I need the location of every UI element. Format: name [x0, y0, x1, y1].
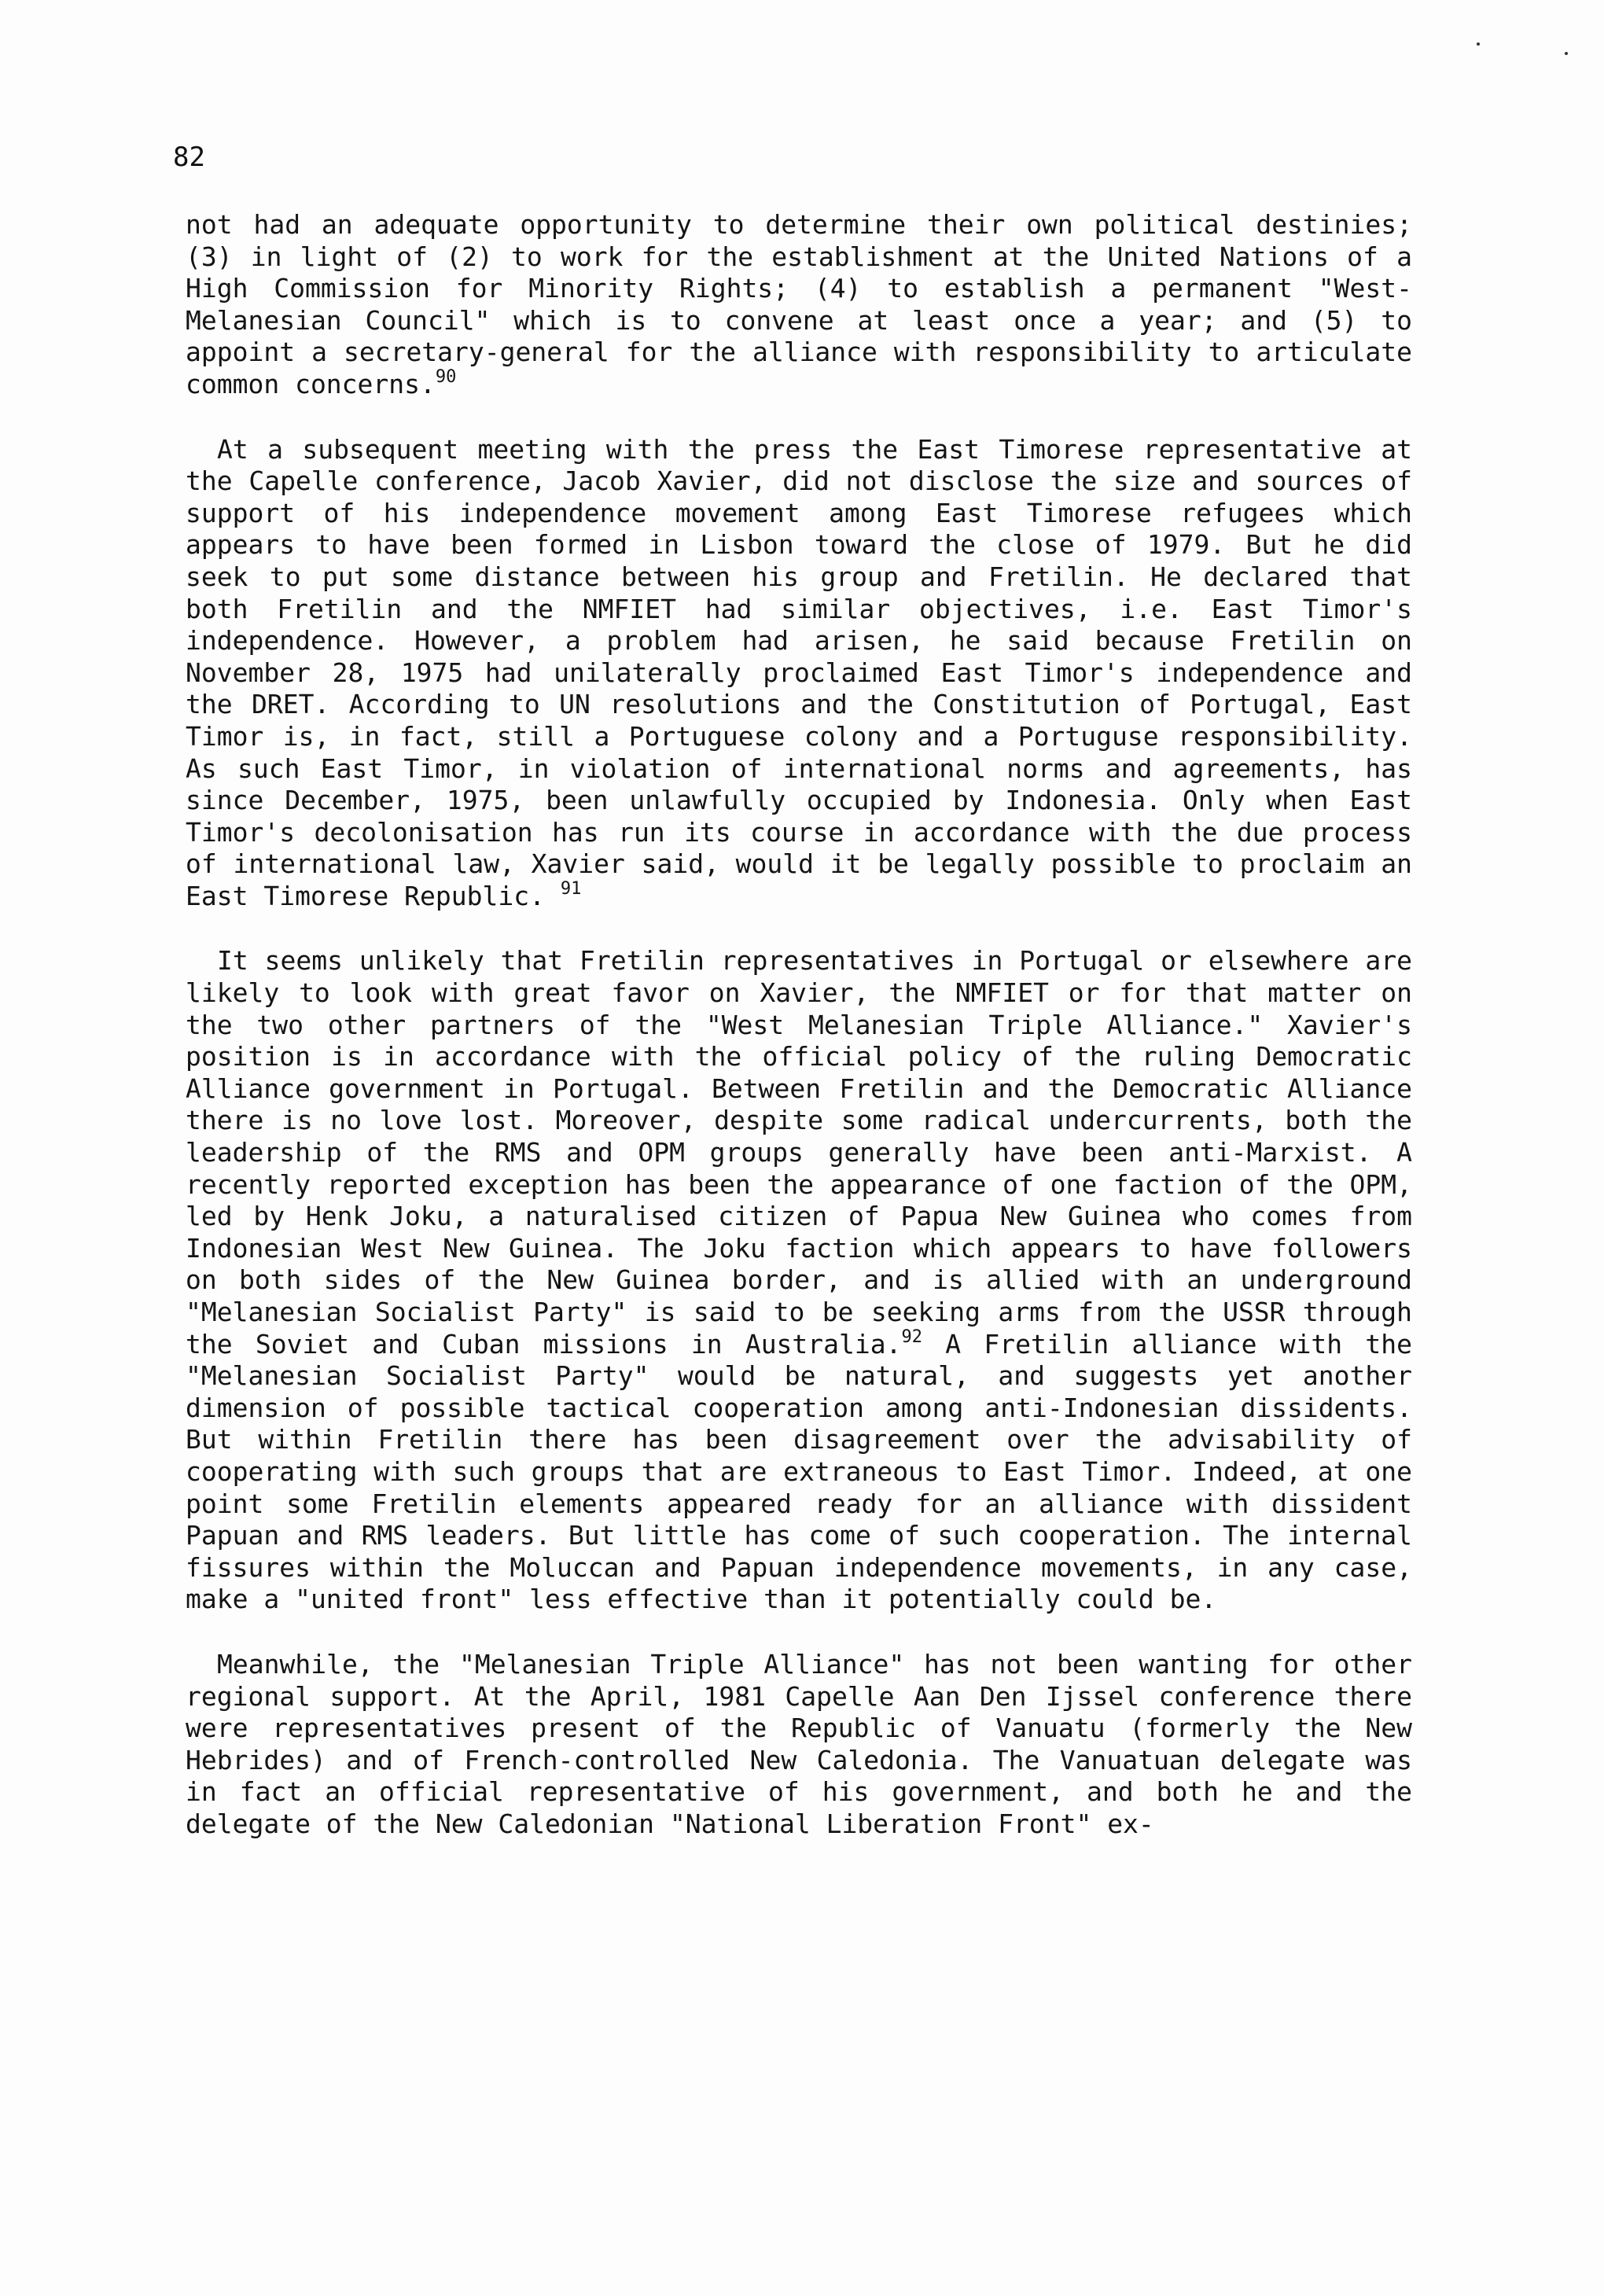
scan-speck	[1565, 52, 1568, 55]
paragraph	[186, 1649, 1412, 1841]
paragraph	[186, 209, 1412, 401]
paragraph-text-continued: A Fretilin alliance with the "Melanesian Socialist Party" would be natural, and suggests yet another dimension of possible tactical cooperation among anti-Indonesian dissidents. But within Fretilin there has been disagreement over the advisability of cooperating with such groups that are extraneous to East Timor. Indeed, at one point some Fretilin elements appeared ready for an alliance with dissident Papuan and RMS leaders. But little has come of such cooperation. The internal fissures within the Moluccan and Papuan independence movements, in any case, make a "united front" less effective than it potentially could be.	[186, 1328, 1413, 1615]
paragraph-text: It seems unlikely that Fretilin representatives in Portugal or elsewhere are likely to look with great favor on Xavier, the NMFIET or for that matter on the two other partners of the "West Melanesian Triple Alliance." Xavier's position is in accordance with the official policy of the ruling Democratic Alliance government in Portugal. Between Fretilin and the Democratic Alliance there is no love lost. Moreover, despite some radical undercurrents, both the leadership of the RMS and OPM groups generally have been anti-Marxist. A recently reported exception has been the appearance of one faction of the OPM, led by Henk Joku, a naturalised citizen of Papua New Guinea who comes from Indonesian West New Guinea. The Joku faction which appears to have followers on both sides of the New Guinea border, and is allied with an underground "Melanesian Socialist Party" is said to be seeking arms from the USSR through the Soviet and Cuban missions in Australia.	[186, 945, 1412, 1360]
paragraph-text: not had an adequate opportunity to determine their own political destinies; (3) in light of (2) to work for the establishment at the United Nations of a High Commission for Minority Rights; (4) to establish a permanent "West-Melanesian Council" which is to convene at least once a year; and (5) to appoint a secretary-general for the alliance with responsibility to articulate common concerns.	[186, 209, 1412, 399]
footnote-marker: 91	[560, 878, 582, 899]
paragraph-text: Meanwhile, the "Melanesian Triple Alliance" has not been wanting for other regional support. At the April, 1981 Capelle Aan Den Ijssel conference there were representatives present of the Republic of Vanuatu (formerly the New Hebrides) and of French-controlled New Caledonia. The Vanuatuan delegate was in fact an official representative of his government, and both he and the delegate of the New Caledonian "National Liberation Front" ex-	[186, 1648, 1412, 1839]
paragraph-text: At a subsequent meeting with the press the East Timorese representative at the Capelle conference, Jacob Xavier, did not disclose the size and sources of support of his independence movement among East Timorese refugees which appears to have been formed in Lisbon toward the close of 1979. But he did seek to put some distance between his group and Fretilin. He declared that both Fretilin and the NMFIET had similar objectives, i.e. East Timor's independence. However, a problem had arisen, he said because Fretilin on November 28, 1975 had unilaterally proclaimed East Timor's independence and the DRET. According to UN resolutions and the Constitution of Portugal, East Timor is, in fact, still a Portuguese colony and a Portuguse responsibility. As such East Timor, in violation of international norms and agreements, has since December, 1975, been unlawfully occupied by Indonesia. Only when East Timor's decolonisation has run its course in accordance with the due process of international law, Xavier said, would it be legally possible to proclaim an East Timorese Republic.	[186, 433, 1412, 911]
footnote-marker: 90	[435, 366, 457, 387]
paragraph	[186, 434, 1412, 913]
scan-speck	[1477, 42, 1480, 46]
page-number: 82	[173, 142, 205, 173]
paragraph	[186, 945, 1412, 1615]
footnote-marker: 92	[901, 1326, 923, 1347]
body-text	[186, 209, 1412, 1874]
